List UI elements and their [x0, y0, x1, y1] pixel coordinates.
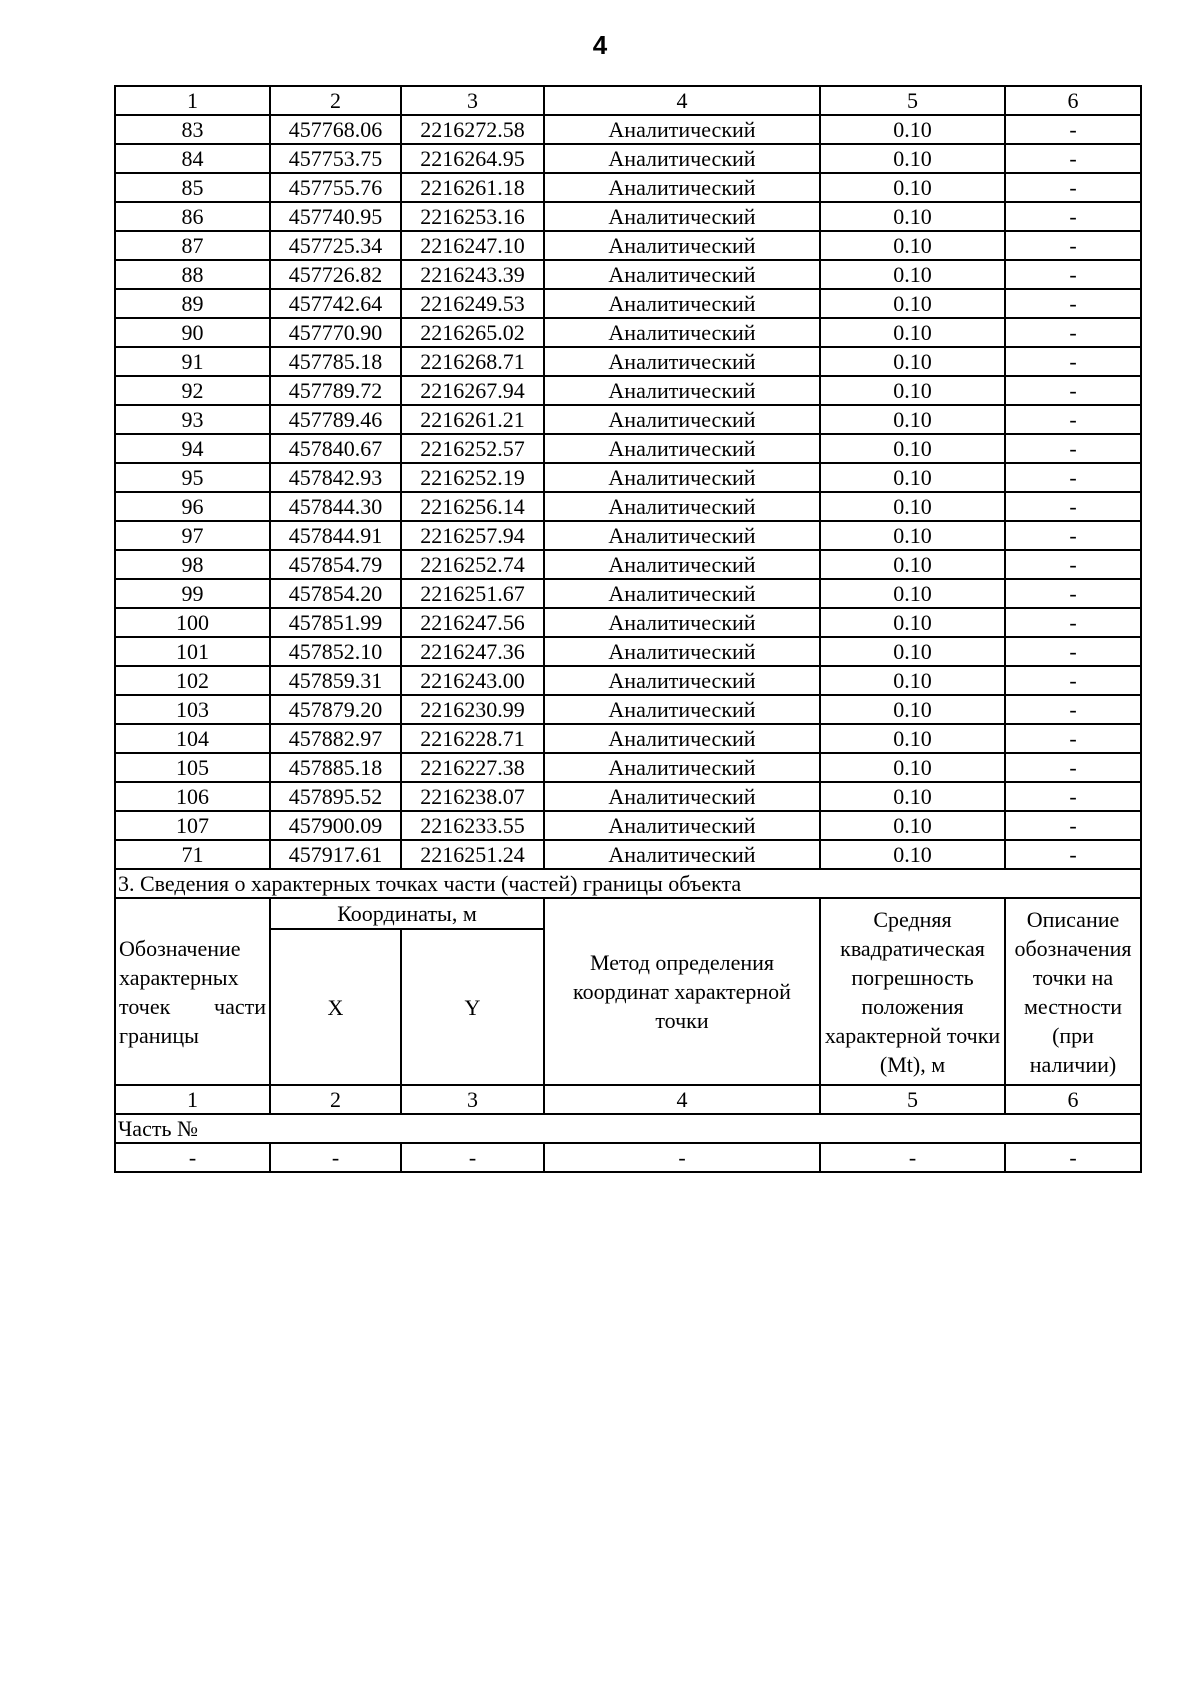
- x-coordinate: 457753.75: [270, 144, 401, 173]
- mt-value: 0.10: [820, 231, 1005, 260]
- description-header: Описание обозначения точки на местности (при наличии): [1005, 898, 1141, 1085]
- y-coordinate: 2216238.07: [401, 782, 544, 811]
- method: Аналитический: [544, 463, 820, 492]
- point-number: 85: [115, 173, 270, 202]
- description: -: [1005, 840, 1141, 869]
- table-row: [115, 550, 1141, 579]
- mt-value: 0.10: [820, 550, 1005, 579]
- mt-header: Средняя квадратическая погрешность положения характерной точки (Mt), м: [820, 898, 1005, 1085]
- table-row: [115, 695, 1141, 724]
- mt-value: 0.10: [820, 695, 1005, 724]
- y-coordinate: 2216252.74: [401, 550, 544, 579]
- description: -: [1005, 550, 1141, 579]
- x-coordinate: 457851.99: [270, 608, 401, 637]
- method: Аналитический: [544, 318, 820, 347]
- x-coordinate: 457789.72: [270, 376, 401, 405]
- description: -: [1005, 492, 1141, 521]
- column-number: 3: [401, 1085, 544, 1114]
- table-row: [115, 318, 1141, 347]
- y-coordinate: 2216257.94: [401, 521, 544, 550]
- point-number: 92: [115, 376, 270, 405]
- x-coordinate: 457852.10: [270, 637, 401, 666]
- table-row: [115, 811, 1141, 840]
- method: Аналитический: [544, 811, 820, 840]
- method: Аналитический: [544, 202, 820, 231]
- table-row: [115, 521, 1141, 550]
- mt-value: 0.10: [820, 434, 1005, 463]
- x-coordinate: 457770.90: [270, 318, 401, 347]
- point-number: 88: [115, 260, 270, 289]
- mt-value: 0.10: [820, 492, 1005, 521]
- point-number: 107: [115, 811, 270, 840]
- table-row: [115, 347, 1141, 376]
- y-coordinate: 2216233.55: [401, 811, 544, 840]
- column-number: 5: [820, 86, 1005, 115]
- description: -: [1005, 695, 1141, 724]
- point-number: 89: [115, 289, 270, 318]
- mt-value: 0.10: [820, 579, 1005, 608]
- table-row: [115, 753, 1141, 782]
- description: -: [1005, 318, 1141, 347]
- point-number: 97: [115, 521, 270, 550]
- method: Аналитический: [544, 840, 820, 869]
- y-coordinate: 2216261.21: [401, 405, 544, 434]
- method: Аналитический: [544, 492, 820, 521]
- column-number: 6: [1005, 86, 1141, 115]
- empty-cell: -: [544, 1143, 820, 1172]
- y-coordinate: 2216265.02: [401, 318, 544, 347]
- point-number: 104: [115, 724, 270, 753]
- mt-value: 0.10: [820, 608, 1005, 637]
- x-coordinate: 457844.30: [270, 492, 401, 521]
- x-coordinate: 457885.18: [270, 753, 401, 782]
- mt-value: 0.10: [820, 811, 1005, 840]
- point-number: 90: [115, 318, 270, 347]
- method: Аналитический: [544, 434, 820, 463]
- description: -: [1005, 405, 1141, 434]
- method: Аналитический: [544, 637, 820, 666]
- boundary-points-table: [114, 85, 1142, 1173]
- part-label: Часть №: [115, 1114, 1141, 1143]
- description: -: [1005, 115, 1141, 144]
- method: Аналитический: [544, 115, 820, 144]
- description: -: [1005, 289, 1141, 318]
- mt-value: 0.10: [820, 753, 1005, 782]
- section-3-body: [115, 869, 1141, 1172]
- point-number: 101: [115, 637, 270, 666]
- mt-value: 0.10: [820, 405, 1005, 434]
- point-number: 84: [115, 144, 270, 173]
- table-row: [115, 724, 1141, 753]
- method: Аналитический: [544, 405, 820, 434]
- y-header: Y: [401, 929, 544, 1085]
- description: -: [1005, 608, 1141, 637]
- x-coordinate: 457895.52: [270, 782, 401, 811]
- table-row: [115, 115, 1141, 144]
- description: -: [1005, 463, 1141, 492]
- description: -: [1005, 173, 1141, 202]
- y-coordinate: 2216249.53: [401, 289, 544, 318]
- method: Аналитический: [544, 347, 820, 376]
- table-row: [115, 782, 1141, 811]
- y-coordinate: 2216252.57: [401, 434, 544, 463]
- y-coordinate: 2216261.18: [401, 173, 544, 202]
- coordinates-header: Координаты, м: [270, 898, 544, 929]
- point-number: 102: [115, 666, 270, 695]
- method: Аналитический: [544, 608, 820, 637]
- main-table-body: [115, 86, 1141, 869]
- mt-value: 0.10: [820, 724, 1005, 753]
- y-coordinate: 2216264.95: [401, 144, 544, 173]
- table-row: [115, 173, 1141, 202]
- x-coordinate: 457785.18: [270, 347, 401, 376]
- x-coordinate: 457725.34: [270, 231, 401, 260]
- x-coordinate: 457900.09: [270, 811, 401, 840]
- description: -: [1005, 811, 1141, 840]
- method: Аналитический: [544, 289, 820, 318]
- x-coordinate: 457882.97: [270, 724, 401, 753]
- section-3-column-number-row: [115, 1085, 1141, 1114]
- description: -: [1005, 144, 1141, 173]
- table-row: [115, 434, 1141, 463]
- method: Аналитический: [544, 753, 820, 782]
- y-coordinate: 2216247.36: [401, 637, 544, 666]
- method: Аналитический: [544, 521, 820, 550]
- designation-header: Обозначение характерных точек части границы: [115, 898, 270, 1085]
- empty-cell: -: [1005, 1143, 1141, 1172]
- point-number: 83: [115, 115, 270, 144]
- column-number: 5: [820, 1085, 1005, 1114]
- column-number: 1: [115, 86, 270, 115]
- description: -: [1005, 724, 1141, 753]
- table-row: [115, 608, 1141, 637]
- table-row: [115, 231, 1141, 260]
- mt-value: 0.10: [820, 202, 1005, 231]
- y-coordinate: 2216272.58: [401, 115, 544, 144]
- section-3-title-row: [115, 869, 1141, 898]
- table-row: [115, 260, 1141, 289]
- point-number: 91: [115, 347, 270, 376]
- column-number: 2: [270, 1085, 401, 1114]
- empty-cell: -: [115, 1143, 270, 1172]
- x-coordinate: 457879.20: [270, 695, 401, 724]
- point-number: 71: [115, 840, 270, 869]
- x-coordinate: 457755.76: [270, 173, 401, 202]
- method-header: Метод определения координат характерной точки: [544, 898, 820, 1085]
- description: -: [1005, 347, 1141, 376]
- x-coordinate: 457917.61: [270, 840, 401, 869]
- empty-cell: -: [820, 1143, 1005, 1172]
- method: Аналитический: [544, 376, 820, 405]
- x-coordinate: 457859.31: [270, 666, 401, 695]
- mt-value: 0.10: [820, 347, 1005, 376]
- y-coordinate: 2216228.71: [401, 724, 544, 753]
- y-coordinate: 2216268.71: [401, 347, 544, 376]
- table-row: [115, 492, 1141, 521]
- mt-value: 0.10: [820, 318, 1005, 347]
- method: Аналитический: [544, 231, 820, 260]
- mt-value: 0.10: [820, 376, 1005, 405]
- x-coordinate: 457844.91: [270, 521, 401, 550]
- part-label-row: [115, 1114, 1141, 1143]
- description: -: [1005, 666, 1141, 695]
- mt-value: 0.10: [820, 782, 1005, 811]
- x-coordinate: 457840.67: [270, 434, 401, 463]
- section-3-header-row: [115, 898, 1141, 929]
- y-coordinate: 2216251.24: [401, 840, 544, 869]
- x-coordinate: 457854.79: [270, 550, 401, 579]
- table-row: [115, 666, 1141, 695]
- y-coordinate: 2216253.16: [401, 202, 544, 231]
- table-row: [115, 289, 1141, 318]
- mt-value: 0.10: [820, 521, 1005, 550]
- method: Аналитический: [544, 550, 820, 579]
- description: -: [1005, 579, 1141, 608]
- mt-value: 0.10: [820, 260, 1005, 289]
- x-header: X: [270, 929, 401, 1085]
- empty-part-row: [115, 1143, 1141, 1172]
- mt-value: 0.10: [820, 144, 1005, 173]
- point-number: 99: [115, 579, 270, 608]
- table-row: [115, 579, 1141, 608]
- method: Аналитический: [544, 724, 820, 753]
- x-coordinate: 457768.06: [270, 115, 401, 144]
- column-number: 4: [544, 86, 820, 115]
- table-row: [115, 376, 1141, 405]
- table-row: [115, 144, 1141, 173]
- point-number: 94: [115, 434, 270, 463]
- y-coordinate: 2216243.00: [401, 666, 544, 695]
- y-coordinate: 2216227.38: [401, 753, 544, 782]
- description: -: [1005, 753, 1141, 782]
- x-coordinate: 457726.82: [270, 260, 401, 289]
- y-coordinate: 2216252.19: [401, 463, 544, 492]
- y-coordinate: 2216267.94: [401, 376, 544, 405]
- mt-value: 0.10: [820, 115, 1005, 144]
- mt-value: 0.10: [820, 666, 1005, 695]
- table-row: [115, 405, 1141, 434]
- description: -: [1005, 260, 1141, 289]
- table-row: [115, 463, 1141, 492]
- column-number: 3: [401, 86, 544, 115]
- empty-cell: -: [270, 1143, 401, 1172]
- column-number: 1: [115, 1085, 270, 1114]
- point-number: 86: [115, 202, 270, 231]
- point-number: 106: [115, 782, 270, 811]
- method: Аналитический: [544, 260, 820, 289]
- y-coordinate: 2216230.99: [401, 695, 544, 724]
- table-row: [115, 840, 1141, 869]
- x-coordinate: 457842.93: [270, 463, 401, 492]
- x-coordinate: 457789.46: [270, 405, 401, 434]
- mt-value: 0.10: [820, 463, 1005, 492]
- point-number: 100: [115, 608, 270, 637]
- description: -: [1005, 231, 1141, 260]
- method: Аналитический: [544, 695, 820, 724]
- point-number: 105: [115, 753, 270, 782]
- method: Аналитический: [544, 782, 820, 811]
- column-number: 4: [544, 1085, 820, 1114]
- table-row: [115, 637, 1141, 666]
- point-number: 95: [115, 463, 270, 492]
- y-coordinate: 2216247.10: [401, 231, 544, 260]
- mt-value: 0.10: [820, 637, 1005, 666]
- column-number-row: [115, 86, 1141, 115]
- method: Аналитический: [544, 173, 820, 202]
- method: Аналитический: [544, 144, 820, 173]
- table-row: [115, 202, 1141, 231]
- description: -: [1005, 202, 1141, 231]
- point-number: 98: [115, 550, 270, 579]
- mt-value: 0.10: [820, 173, 1005, 202]
- x-coordinate: 457740.95: [270, 202, 401, 231]
- point-number: 96: [115, 492, 270, 521]
- description: -: [1005, 782, 1141, 811]
- description: -: [1005, 434, 1141, 463]
- x-coordinate: 457854.20: [270, 579, 401, 608]
- column-number: 6: [1005, 1085, 1141, 1114]
- section-3-title: 3. Сведения о характерных точках части (частей) границы объекта: [115, 869, 1141, 898]
- mt-value: 0.10: [820, 289, 1005, 318]
- description: -: [1005, 637, 1141, 666]
- y-coordinate: 2216243.39: [401, 260, 544, 289]
- column-number: 2: [270, 86, 401, 115]
- point-number: 103: [115, 695, 270, 724]
- y-coordinate: 2216256.14: [401, 492, 544, 521]
- page-number: 4: [592, 30, 608, 60]
- description: -: [1005, 376, 1141, 405]
- empty-cell: -: [401, 1143, 544, 1172]
- point-number: 87: [115, 231, 270, 260]
- mt-value: 0.10: [820, 840, 1005, 869]
- y-coordinate: 2216247.56: [401, 608, 544, 637]
- method: Аналитический: [544, 666, 820, 695]
- y-coordinate: 2216251.67: [401, 579, 544, 608]
- x-coordinate: 457742.64: [270, 289, 401, 318]
- description: -: [1005, 521, 1141, 550]
- method: Аналитический: [544, 579, 820, 608]
- point-number: 93: [115, 405, 270, 434]
